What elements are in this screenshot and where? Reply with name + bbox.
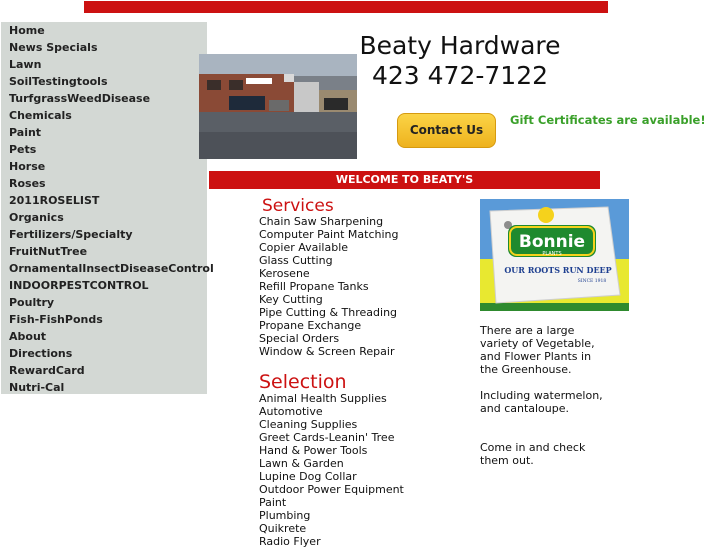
- list-item: Special Orders: [259, 332, 340, 345]
- nav-item-chemicals[interactable]: Chemicals: [9, 109, 72, 122]
- promo-paragraph: Come in and check them out.: [480, 441, 586, 467]
- selection-list: [259, 392, 404, 548]
- list-item: Outdoor Power Equipment: [259, 483, 404, 496]
- list-item: Greet Cards-Leanin' Tree: [259, 431, 395, 444]
- list-item: Propane Exchange: [259, 319, 362, 332]
- list-item: Refill Propane Tanks: [259, 280, 369, 293]
- logo-tagline: OUR ROOTS RUN DEEP: [504, 265, 612, 275]
- nav-item-reward-card[interactable]: RewardCard: [9, 364, 85, 377]
- nav-item-news-specials[interactable]: News Specials: [9, 41, 98, 54]
- nav-item-about[interactable]: About: [9, 330, 47, 343]
- list-item: Glass Cutting: [259, 254, 333, 267]
- list-item: Animal Health Supplies: [259, 392, 387, 405]
- nav-item-home[interactable]: Home: [9, 24, 45, 37]
- promo-text: [480, 324, 605, 467]
- logo-wordmark: Bonnie: [518, 232, 586, 252]
- nav-item-poultry[interactable]: Poultry: [9, 296, 55, 309]
- site-header: [350, 31, 570, 91]
- contact-us-button[interactable]: Contact Us: [397, 113, 496, 148]
- nav-item-organics[interactable]: Organics: [9, 211, 64, 224]
- welcome-banner: WELCOME TO BEATY'S: [209, 171, 600, 189]
- nav-item-directions[interactable]: Directions: [9, 347, 73, 360]
- store-name: Beaty Hardware: [359, 31, 561, 60]
- nav-item-lawn[interactable]: Lawn: [9, 58, 42, 71]
- list-item: Kerosene: [259, 267, 310, 280]
- services-list: [259, 215, 398, 358]
- top-red-bar: [84, 1, 608, 13]
- list-item: Lupine Dog Collar: [259, 470, 357, 483]
- list-item: Key Cutting: [259, 293, 323, 306]
- nav-item-indoor-pest-control[interactable]: INDOORPESTCONTROL: [9, 279, 149, 292]
- nav-item-roses[interactable]: Roses: [9, 177, 46, 190]
- list-item: Lawn & Garden: [259, 457, 344, 470]
- store-photo: [199, 54, 357, 159]
- list-item: Hand & Power Tools: [259, 444, 368, 457]
- bonnie-plants-image: [480, 199, 629, 311]
- list-item: Automotive: [259, 405, 323, 418]
- logo-subtext: PLANTS: [542, 251, 562, 257]
- nav-item-paint[interactable]: Paint: [9, 126, 42, 139]
- nav-item-ornamental-insect-disease-control[interactable]: OrnamentalInsectDiseaseControl: [9, 262, 214, 275]
- nav-item-turfgrass-weed-disease[interactable]: TurfgrassWeedDisease: [9, 92, 151, 105]
- store-photo-illustration: [199, 54, 357, 159]
- list-item: Pipe Cutting & Threading: [259, 306, 398, 319]
- selection-heading: Selection: [259, 371, 347, 393]
- nav-item-fish-fish-ponds[interactable]: Fish-FishPonds: [9, 313, 103, 326]
- nav-item-pets[interactable]: Pets: [9, 143, 37, 156]
- list-item: Cleaning Supplies: [259, 418, 358, 431]
- sidebar-nav: [1, 22, 214, 394]
- list-item: Copier Available: [259, 241, 349, 254]
- store-phone: 423 472-7122: [371, 61, 549, 90]
- bonnie-plants-logo: [480, 199, 629, 311]
- nav-item-soil-testing-tools[interactable]: SoilTestingtools: [9, 75, 108, 88]
- list-item: Computer Paint Matching: [259, 228, 399, 241]
- nav-item-2011-rose-list[interactable]: 2011ROSELIST: [9, 194, 100, 207]
- list-item: Paint: [259, 496, 287, 509]
- list-item: Window & Screen Repair: [259, 345, 395, 358]
- promo-paragraph: Including watermelon, and cantaloupe.: [480, 389, 603, 415]
- list-item: Chain Saw Sharpening: [259, 215, 384, 228]
- promo-paragraph: There are a large variety of Vegetable, and Flower Plants in the Greenhouse.: [480, 324, 595, 376]
- nav-item-fertilizers-specialty[interactable]: Fertilizers/Specialty: [9, 228, 133, 241]
- gift-certificates-text: Gift Certificates are available!: [510, 113, 706, 127]
- nav-item-nutri-cal[interactable]: Nutri-Cal: [9, 381, 65, 394]
- list-item: Radio Flyer: [259, 535, 321, 548]
- list-item: Quikrete: [259, 522, 307, 535]
- list-item: Plumbing: [259, 509, 311, 522]
- nav-item-fruit-nut-tree[interactable]: FruitNutTree: [9, 245, 88, 258]
- nav-item-horse[interactable]: Horse: [9, 160, 46, 173]
- services-heading: Services: [262, 196, 334, 216]
- logo-since: SINCE 1918: [577, 279, 607, 284]
